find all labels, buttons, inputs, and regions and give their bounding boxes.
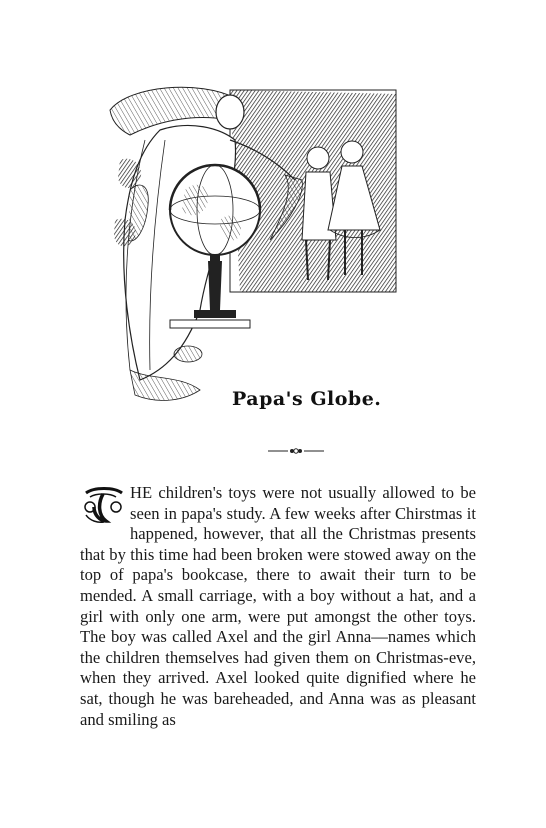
drop-cap-t-icon	[80, 485, 126, 525]
paragraph-text: children's toys were not usually allowed to be seen in papa's study. A few weeks after Chirstmas it happened, however, that all the Christmas presents that by this time had been broken were stowed away on the top of papa's bookcase, there to await their turn to be mended. A small carriage, with a boy without a hat, and a girl with only one arm, were put amongst the other toys. The boy was called Axel and the girl Anna—names which the children themselves had given them on Christmas-eve, when they arrived. Axel looked quite dignified where he sat, though he was bareheaded, and Anna was as pleasant and smiling as	[80, 483, 476, 729]
chapter-title: Papa's Globe.	[232, 388, 382, 410]
woman-head	[216, 95, 244, 129]
boy-head	[307, 147, 329, 169]
divider-ornament	[268, 446, 324, 456]
drop-cap	[80, 485, 126, 525]
chapter-paragraph	[80, 483, 476, 730]
engraving-image	[90, 80, 410, 425]
girl-head	[341, 141, 363, 163]
lead-word: HE	[130, 483, 153, 502]
globe-stand	[208, 261, 222, 310]
chapter-illustration	[90, 80, 410, 425]
